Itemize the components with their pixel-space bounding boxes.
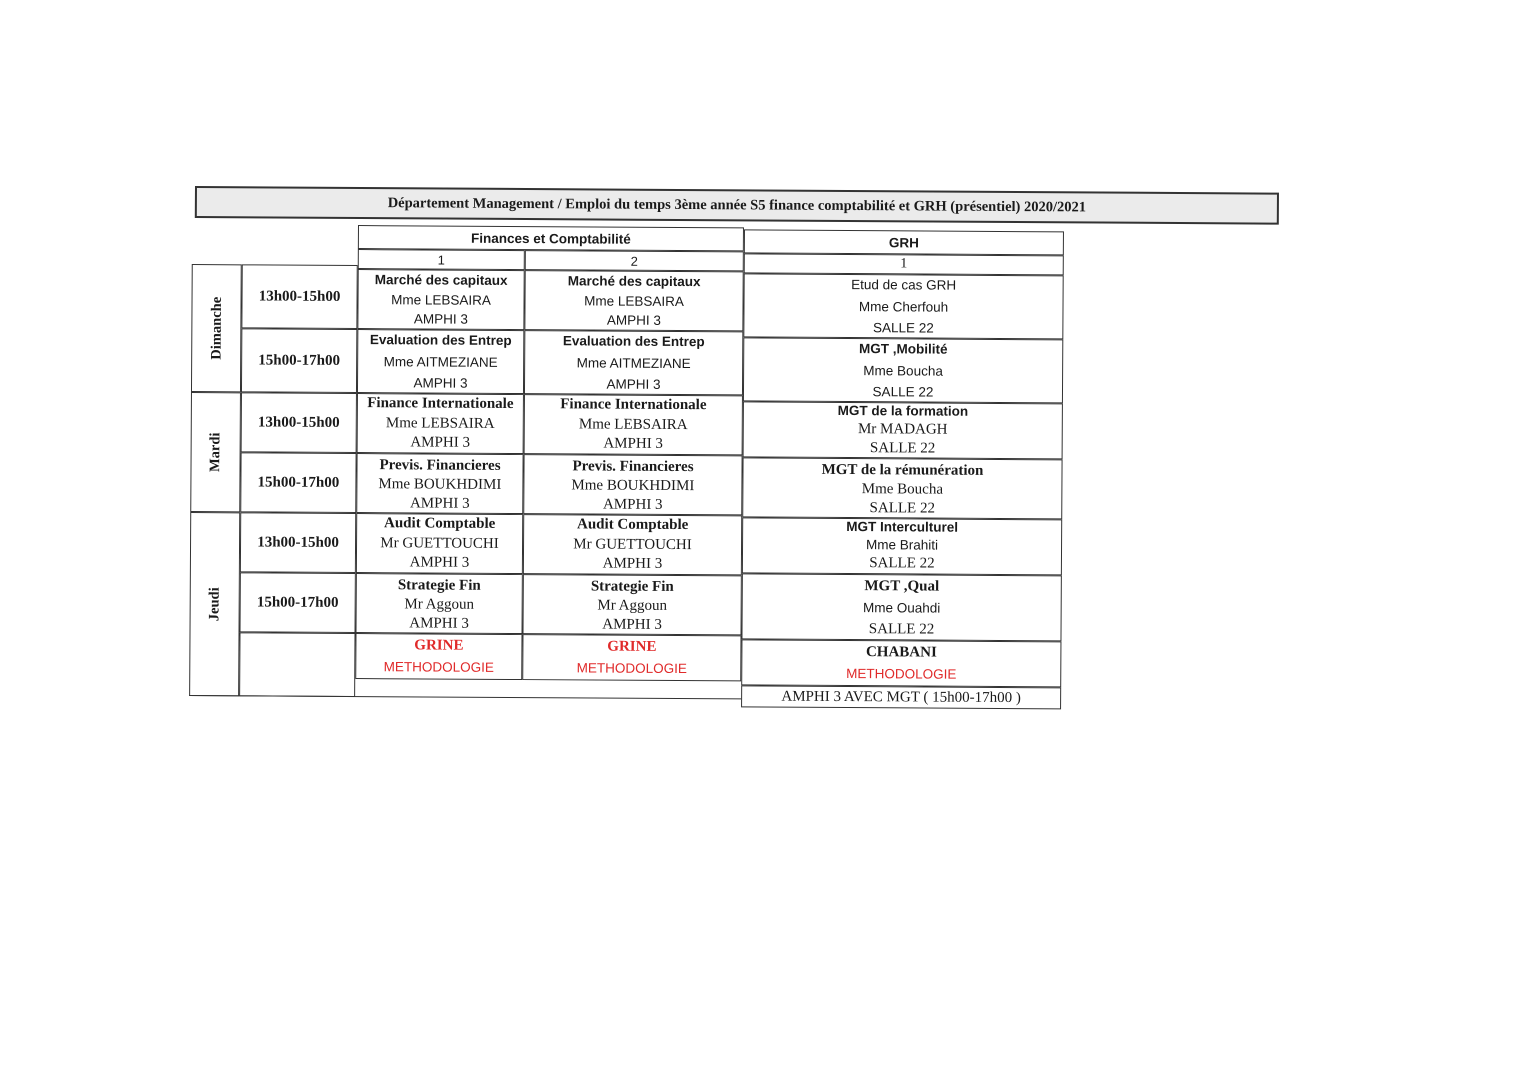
header-fc-group-2: 2 (525, 250, 744, 271)
course-teacher: Mme AITMEZIANE (576, 354, 691, 371)
methodology-cell (522, 634, 741, 681)
course-cell (523, 574, 742, 635)
course-teacher: Mme Ouahdi (862, 599, 941, 616)
course-title: Finance Internationale (560, 396, 707, 414)
course-teacher: Mme BOUKHDIMI (378, 475, 502, 493)
course-cell (523, 454, 742, 515)
course-title: Evaluation des Entrep (369, 332, 512, 348)
course-room: AMPHI 3 (409, 554, 470, 571)
course-teacher: Mme Boucha (861, 480, 944, 498)
schedule-note: AMPHI 3 AVEC MGT ( 15h00-17h00 ) (741, 685, 1061, 709)
course-title: MGT ,Qual (864, 578, 940, 595)
course-cell (524, 330, 743, 395)
day-label: Jeudi (206, 587, 223, 622)
course-title: Evaluation des Entrep (562, 333, 705, 350)
course-cell (357, 329, 524, 394)
course-room: AMPHI 3 (602, 555, 663, 573)
course-title: MGT ,Mobilité (858, 341, 948, 357)
course-room: AMPHI 3 (409, 614, 469, 632)
course-room: AMPHI 3 (606, 312, 661, 329)
day-cell-jeudi (189, 512, 240, 696)
methodology-teacher: GRINE (414, 637, 464, 654)
course-cell (357, 269, 524, 330)
day-label: Mardi (207, 432, 224, 472)
time-slot: 15h00-17h00 (240, 452, 356, 513)
course-teacher: Mr MADAGH (857, 420, 948, 438)
course-teacher: Mr Aggoun (404, 596, 475, 613)
time-slot-empty (239, 632, 355, 697)
course-teacher: Mme LEBSAIRA (578, 416, 688, 433)
course-title: MGT de la rémunération (821, 461, 984, 479)
methodology-label: METHODOLOGIE (576, 660, 687, 677)
day-label: Dimanche (208, 296, 225, 360)
course-room: SALLE 22 (868, 621, 935, 638)
course-title: Finance Internationale (367, 395, 514, 413)
time-slot: 13h00-15h00 (241, 392, 357, 453)
course-room: SALLE 22 (869, 439, 936, 457)
course-cell (743, 401, 1063, 459)
day-cell-mardi (190, 392, 241, 512)
time-slot: 13h00-15h00 (241, 264, 357, 329)
course-room: AMPHI 3 (410, 434, 471, 451)
time-slot: 15h00-17h00 (241, 328, 357, 393)
course-room: AMPHI 3 (602, 616, 662, 633)
course-teacher: Mme Boucha (863, 362, 943, 379)
time-slot: 15h00-17h00 (240, 572, 356, 633)
course-teacher: Mme LEBSAIRA (584, 292, 684, 309)
time-slot: 13h00-15h00 (240, 512, 356, 573)
course-teacher: Mme AITMEZIANE (383, 353, 498, 370)
header-fc-group-1: 1 (358, 249, 525, 270)
day-cell-dimanche (191, 264, 242, 392)
course-cell (356, 453, 523, 514)
course-room: AMPHI 3 (603, 435, 664, 453)
course-room: AMPHI 3 (409, 494, 470, 512)
course-title: Previs. Financieres (572, 458, 694, 476)
course-room: AMPHI 3 (602, 496, 663, 513)
methodology-label: METHODOLOGIE (846, 666, 957, 682)
course-cell (356, 513, 523, 574)
table-bottom-border (189, 695, 741, 699)
course-title: Etud de cas GRH (851, 277, 957, 293)
course-teacher: Mme BOUKHDIMI (571, 477, 695, 494)
course-cell (743, 273, 1063, 339)
course-cell (742, 517, 1062, 575)
course-title: Audit Comptable (576, 516, 689, 534)
course-teacher: Mme Brahiti (865, 536, 939, 553)
course-room: SALLE 22 (872, 320, 934, 336)
header-finance: Finances et Comptabilité (358, 225, 744, 251)
header-grh-group-1: 1 (744, 253, 1064, 275)
methodology-label: METHODOLOGIE (383, 659, 494, 675)
schedule-title-bar (195, 186, 1279, 225)
course-title: Marché des capitaux (567, 273, 701, 290)
course-teacher: Mr GUETTOUCHI (573, 535, 692, 553)
course-cell (742, 457, 1062, 519)
course-cell (524, 394, 743, 455)
course-title: Previs. Financieres (379, 457, 501, 474)
course-cell (524, 270, 743, 331)
course-room: SALLE 22 (869, 555, 935, 572)
methodology-teacher: GRINE (607, 638, 657, 655)
course-room: SALLE 22 (872, 384, 934, 400)
course-title: Audit Comptable (383, 515, 496, 532)
course-cell (743, 337, 1063, 403)
course-teacher: Mme LEBSAIRA (385, 414, 495, 432)
course-cell (523, 514, 742, 575)
schedule-title: Département Management / Emploi du temps 3ème année S5 finance comptabilité et GRH (présentiel) 2020/2021 (387, 194, 1087, 215)
course-teacher: Mme LEBSAIRA (391, 291, 491, 308)
course-cell (356, 573, 523, 634)
methodology-cell (741, 639, 1061, 687)
course-title: Strategie Fin (397, 577, 481, 594)
course-room: SALLE 22 (869, 499, 936, 517)
schedule-table (183, 224, 1066, 707)
course-title: Marché des capitaux (374, 272, 508, 288)
methodology-teacher: CHABANI (865, 644, 937, 661)
course-room: AMPHI 3 (413, 375, 468, 391)
course-cell (741, 573, 1061, 641)
course-teacher: Mr GUETTOUCHI (380, 534, 499, 552)
course-title: MGT de la formation (837, 402, 969, 419)
course-title: Strategie Fin (590, 578, 674, 595)
header-grh: GRH (744, 229, 1064, 255)
course-room: AMPHI 3 (606, 376, 661, 393)
course-teacher: Mme Cherfouh (858, 298, 949, 315)
methodology-cell (355, 633, 522, 680)
course-title: MGT Interculturel (846, 519, 959, 535)
course-teacher: Mr Aggoun (597, 597, 668, 614)
course-room: AMPHI 3 (413, 311, 468, 327)
course-cell (357, 393, 524, 454)
